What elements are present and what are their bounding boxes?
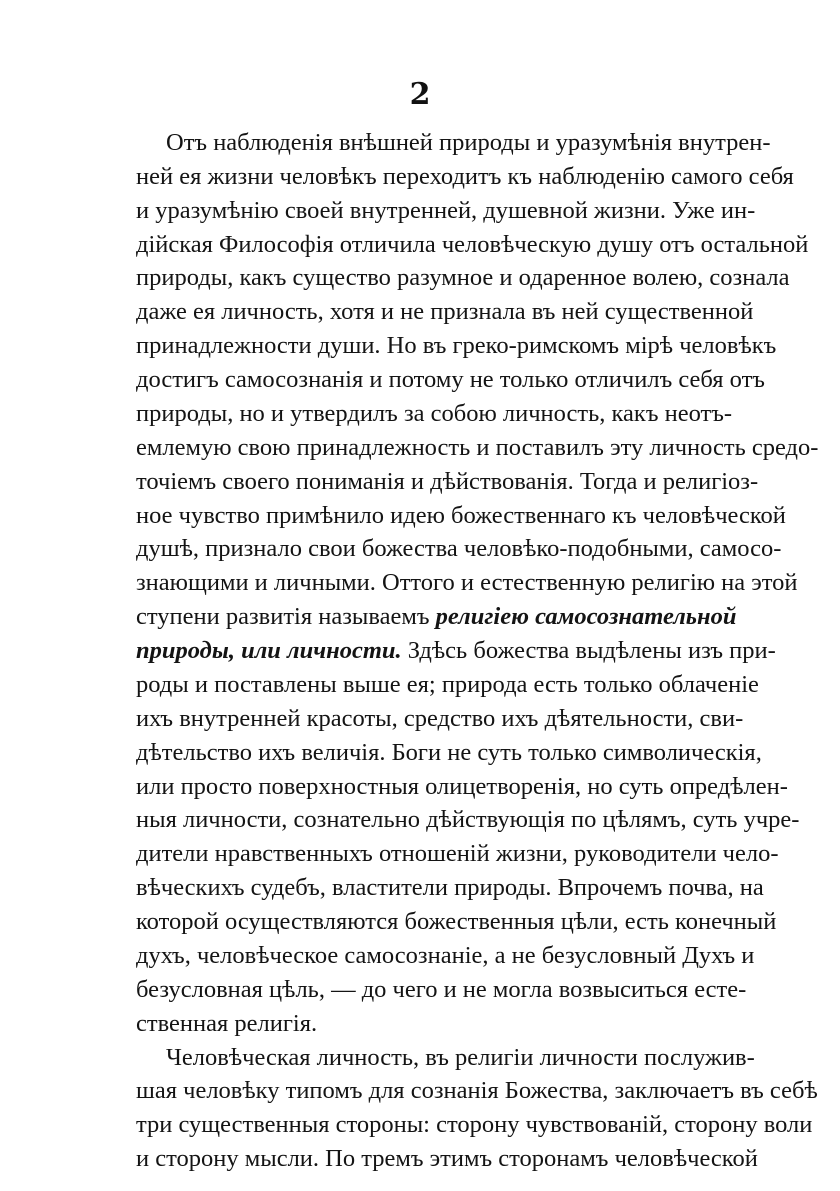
text-line: ное чувство примѣнило идею божественнаго къ человѣческой — [136, 502, 786, 529]
italic-emphasis: религіею самосознательной — [435, 603, 737, 630]
text-segment: ступени развитія называемъ — [136, 603, 430, 630]
text-line: душѣ, признало свои божества человѣко-подобными, самосо- — [136, 535, 782, 562]
text-line: знающими и личными. Оттого и естественную религію на этой — [136, 569, 798, 596]
text-line: духъ, человѣческое самосознаніе, а не безусловный Духъ и — [136, 942, 755, 969]
text-line: безусловная цѣль, — до чего и не могла возвыситься есте- — [136, 976, 747, 1003]
text-line: шая человѣку типомъ для сознанія Божества, заключаетъ въ себѣ — [136, 1077, 818, 1104]
text-line: которой осуществляются божественныя цѣли, есть конечный — [136, 908, 777, 935]
italic-emphasis: природы, или личности. — [136, 637, 402, 664]
text-line-with-italic — [136, 634, 776, 668]
text-line: точіемъ своего пониманія и дѣйствованія. Тогда и религіоз- — [136, 468, 759, 495]
text-line-with-italic — [136, 600, 737, 634]
text-line: ныя личности, сознательно дѣйствующія по цѣлямъ, суть учре- — [136, 806, 800, 833]
text-line: Человѣческая личность, въ религіи личности послужив- — [166, 1044, 755, 1071]
text-line: дѣтельство ихъ величія. Боги не суть только символическія, — [136, 739, 762, 766]
text-line: ней ея жизни человѣкъ переходитъ къ наблюденію самого себя — [136, 163, 794, 190]
text-line: и сторону мысли. По тремъ этимъ сторонамъ человѣческой — [136, 1145, 758, 1172]
text-line: Отъ наблюденія внѣшней природы и уразумѣнія внутрен- — [166, 129, 771, 156]
text-line: вѣческихъ судебъ, властители природы. Впрочемъ почва, на — [136, 874, 764, 901]
text-line: достигъ самосознанія и потому не только отличилъ себя отъ — [136, 366, 765, 393]
text-line: ственная религія. — [136, 1010, 318, 1037]
text-segment: Здѣсь божества выдѣлены изъ при- — [407, 637, 776, 664]
text-line: и уразумѣнію своей внутренней, душевной жизни. Уже ин- — [136, 197, 756, 224]
text-line: принадлежности души. Но въ греко-римскомъ мірѣ человѣкъ — [136, 332, 777, 359]
text-line: емлемую свою принадлежность и поставилъ эту личность средо- — [136, 434, 819, 461]
text-line: ихъ внутренней красоты, средство ихъ дѣятельности, сви- — [136, 705, 744, 732]
text-line: дители нравственныхъ отношеній жизни, руководители чело- — [136, 840, 779, 867]
page-number: 2 — [409, 77, 431, 112]
text-line: даже ея личность, хотя и не признала въ ней существенной — [136, 298, 754, 325]
text-line: роды и поставлены выше ея; природа есть только облаченіе — [136, 671, 759, 698]
text-line: природы, но и утвердилъ за собою личность, какъ неотъ- — [136, 400, 733, 427]
text-line: три существенныя стороны: сторону чувствованій, сторону воли — [136, 1111, 813, 1138]
text-line: природы, какъ существо разумное и одаренное волею, сознала — [136, 264, 790, 291]
text-line: дійская Философія отличила человѣческую душу отъ остальной — [136, 231, 809, 258]
text-line: или просто поверхностныя олицетворенія, но суть опредѣлен- — [136, 773, 788, 800]
